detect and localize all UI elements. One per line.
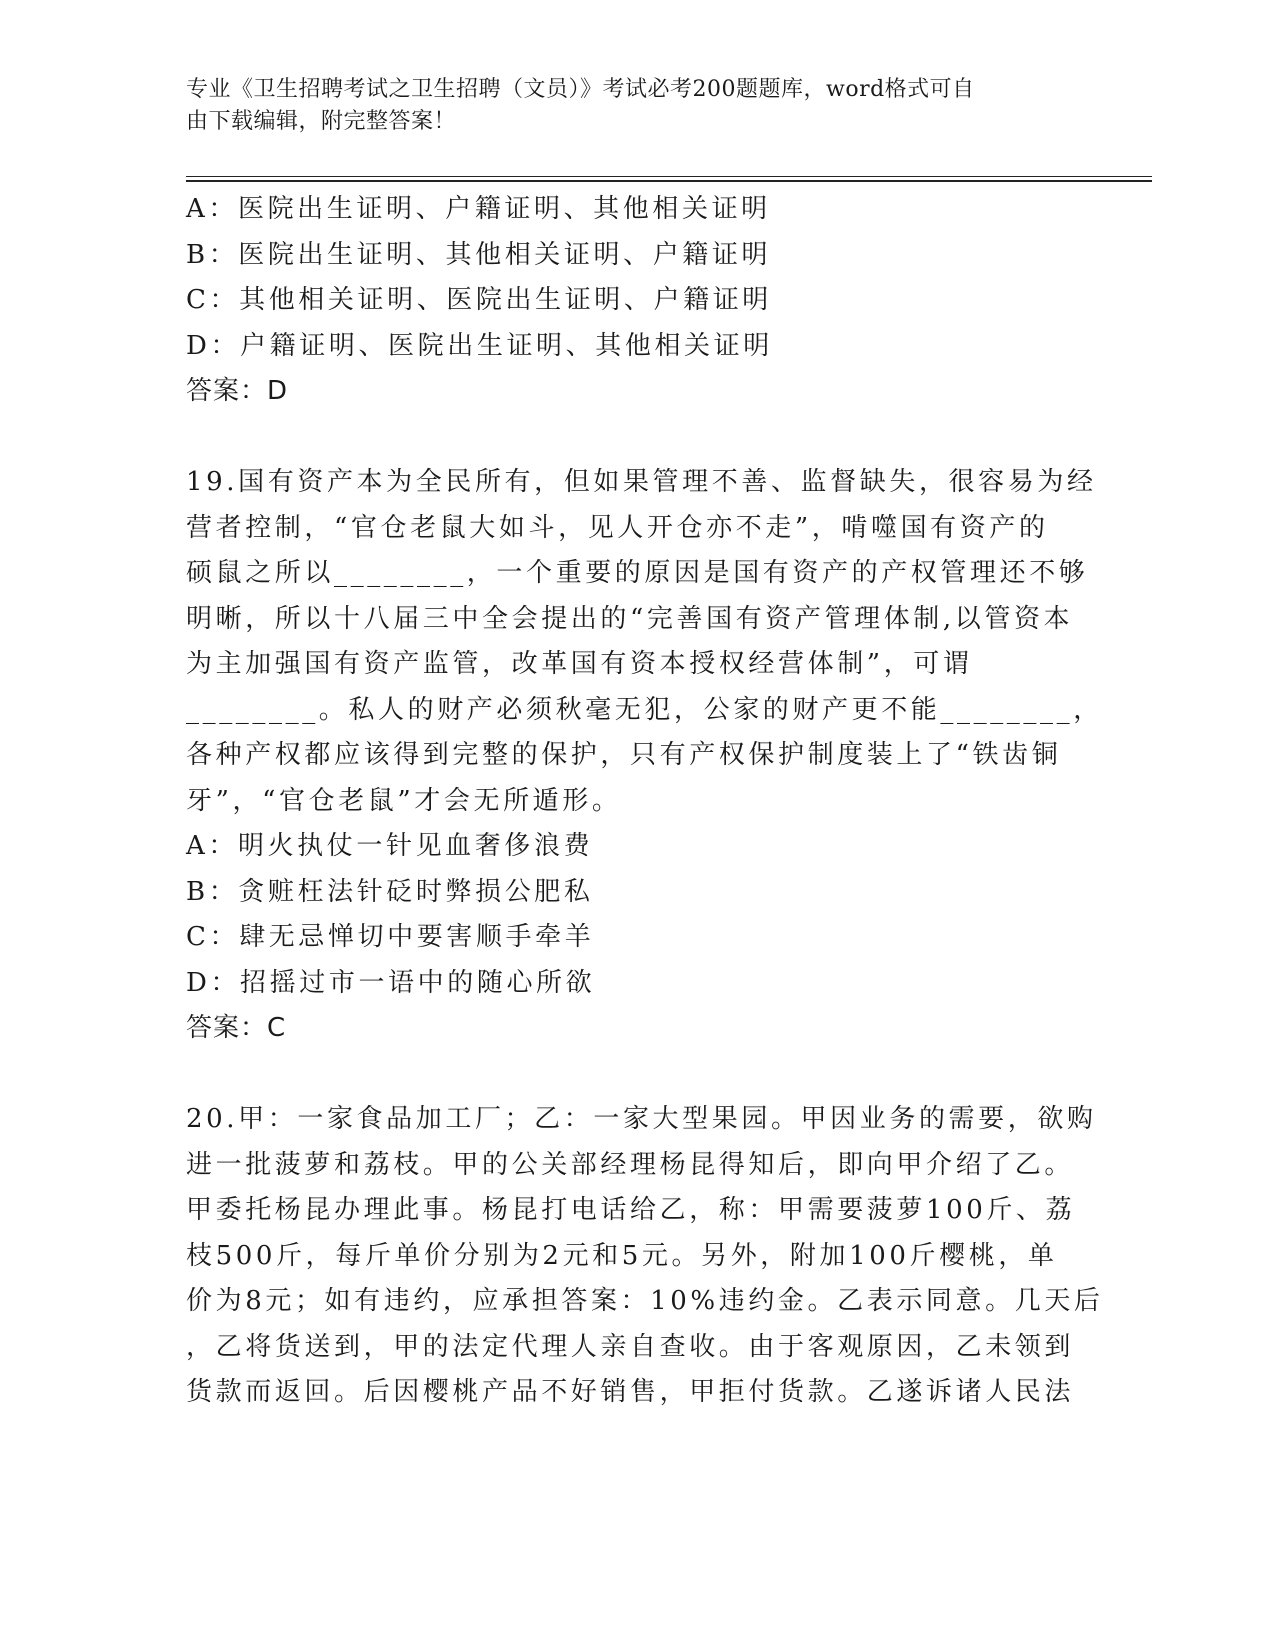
q19-option-d: D：招摇过市一语中的随心所欲 [186,967,596,998]
question-18-options [186,187,1086,415]
question-20 [186,1097,1104,1416]
q19-stem-line: ________。私人的财产必须秋毫无犯，公家的财产更不能________， [186,694,1103,725]
q19-stem-line: 营者控制，“官仓老鼠大如斗，见人开仓亦不走”，啃噬国有资产的 [186,512,1049,543]
q19-stem-line: 硕鼠之所以________，一个重要的原因是国有资产的产权管理还不够 [186,558,1089,588]
q20-stem-line: 20.甲：一家食品加工厂；乙：一家大型果园。甲因业务的需要，欲购 [186,1104,1097,1134]
q19-stem-line: 各种产权都应该得到完整的保护，只有产权保护制度装上了“铁齿铜 [186,740,1062,770]
q18-answer: 答案：D [186,376,289,406]
q19-option-b: B：贪赃枉法针砭时弊损公肥私 [186,876,594,907]
document-header [186,74,1066,138]
q19-stem-line: 明晰，所以十八届三中全会提出的“完善国有资产管理体制,以管资本 [186,603,1074,634]
q20-stem-line: 进一批菠萝和荔枝。甲的公关部经理杨昆得知后，即向甲介绍了乙。 [186,1149,1075,1180]
q20-stem-line: 枝500斤，每斤单价分别为2元和5元。另外，附加100斤樱桃，单 [186,1240,1058,1271]
header-divider-thin [186,176,1152,177]
q18-option-d: D：户籍证明、医院出生证明、其他相关证明 [186,330,773,361]
q20-stem-line: ，乙将货送到，甲的法定代理人亲自查收。由于客观原因，乙未领到 [186,1331,1075,1362]
q19-answer: 答案：C [186,1013,287,1043]
q20-stem-line: 甲委托杨昆办理此事。杨昆打电话给乙，称：甲需要菠萝100斤、荔 [186,1195,1076,1225]
q18-option-b: B：医院出生证明、其他相关证明、户籍证明 [186,239,772,270]
q19-option-c: C：肆无忌惮切中要害顺手牵羊 [186,922,595,952]
spacer [186,415,1086,461]
spacer [186,1052,1086,1098]
header-line-2: 由下载编辑，附完整答案！ [186,109,457,134]
question-19 [186,460,1103,1052]
q19-option-a: A：明火执仗一针见血奢侈浪费 [186,831,594,861]
q20-stem-line: 货款而返回。后因樱桃产品不好销售，甲拒付货款。乙遂诉诸人民法 [186,1377,1075,1407]
header-divider-thick [186,180,1152,182]
q18-option-c: C：其他相关证明、医院出生证明、户籍证明 [186,285,772,315]
q19-stem-line: 19.国有资产本为全民所有，但如果管理不善、监督缺失，很容易为经 [186,467,1097,497]
document-body [186,187,1104,1416]
q20-stem-line: 价为8元；如有违约，应承担答案：10%违约金。乙表示同意。几天后 [186,1286,1104,1316]
header-line-1: 专业《卫生招聘考试之卫生招聘（文员）》考试必考200题题库，word格式可自 [186,77,975,102]
q18-option-a: A：医院出生证明、户籍证明、其他相关证明 [186,194,771,224]
q19-stem-line: 为主加强国有资产监管，改革国有资本授权经营体制”，可谓 [186,649,973,679]
q19-stem-line: 牙”，“官仓老鼠”才会无所遁形。 [186,785,622,816]
